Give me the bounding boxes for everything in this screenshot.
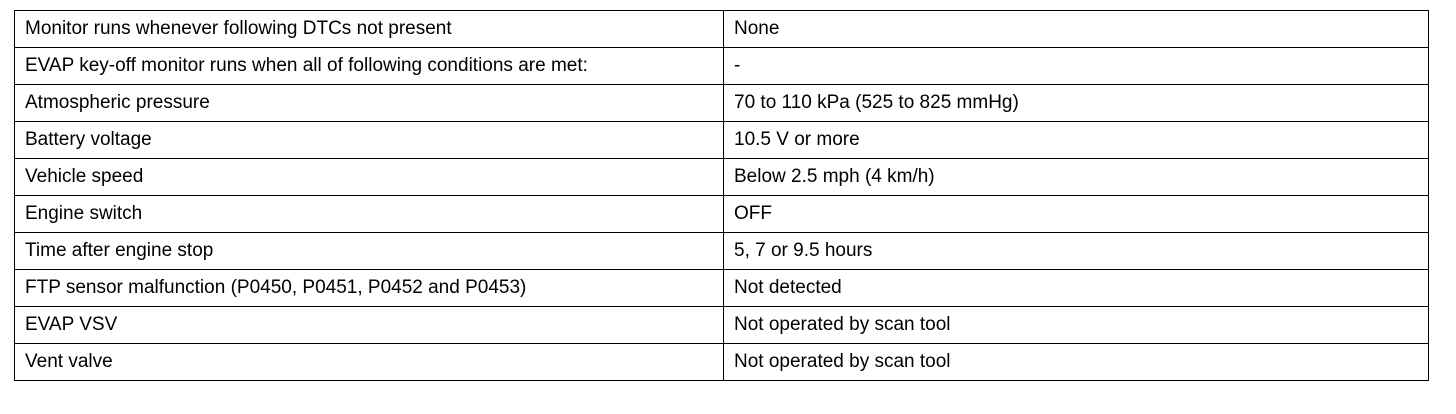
- table-row: [15, 11, 1429, 48]
- specification-cell: OFF: [724, 196, 1429, 233]
- parameter-cell: Engine switch: [15, 196, 724, 233]
- specification-cell: Not detected: [724, 270, 1429, 307]
- parameter-cell: Vent valve: [15, 344, 724, 381]
- specification-cell: Not operated by scan tool: [724, 307, 1429, 344]
- table-row: [15, 85, 1429, 122]
- table-row: [15, 48, 1429, 85]
- parameter-cell: FTP sensor malfunction (P0450, P0451, P0452 and P0453): [15, 270, 724, 307]
- table-row: [15, 233, 1429, 270]
- table-body: [15, 11, 1429, 381]
- table-row: [15, 122, 1429, 159]
- specification-cell: Not operated by scan tool: [724, 344, 1429, 381]
- specification-cell: 10.5 V or more: [724, 122, 1429, 159]
- parameter-cell: Vehicle speed: [15, 159, 724, 196]
- monitor-conditions-table: [14, 10, 1429, 381]
- specification-cell: 5, 7 or 9.5 hours: [724, 233, 1429, 270]
- parameter-cell: Time after engine stop: [15, 233, 724, 270]
- parameter-cell: EVAP key-off monitor runs when all of following conditions are met:: [15, 48, 724, 85]
- table-row: [15, 344, 1429, 381]
- specification-cell: 70 to 110 kPa (525 to 825 mmHg): [724, 85, 1429, 122]
- parameter-cell: Monitor runs whenever following DTCs not present: [15, 11, 724, 48]
- table-row: [15, 307, 1429, 344]
- parameter-cell: Battery voltage: [15, 122, 724, 159]
- specification-cell: None: [724, 11, 1429, 48]
- table-row: [15, 270, 1429, 307]
- specification-cell: Below 2.5 mph (4 km/h): [724, 159, 1429, 196]
- table-row: [15, 159, 1429, 196]
- parameter-cell: Atmospheric pressure: [15, 85, 724, 122]
- table-row: [15, 196, 1429, 233]
- parameter-cell: EVAP VSV: [15, 307, 724, 344]
- specification-cell: -: [724, 48, 1429, 85]
